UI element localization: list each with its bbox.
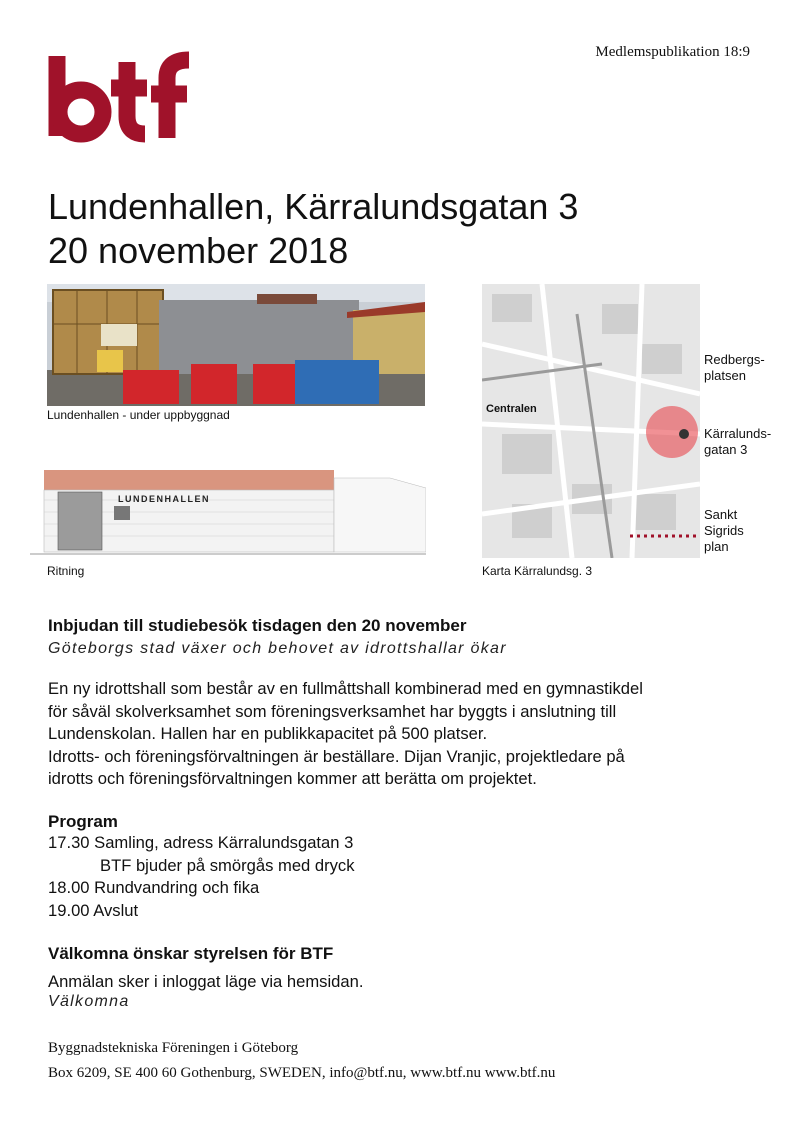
invitation-subheading: Göteborgs stad växer och behovet av idrottshallar ökar	[48, 640, 507, 657]
page-subtitle-date: 20 november 2018	[48, 230, 349, 271]
body-line: En ny idrottshall som består av en fullmåttshall kombinerad med en gymnastikdel	[48, 679, 643, 698]
drawing-caption: Ritning	[47, 564, 85, 578]
invitation-body	[48, 678, 748, 791]
program-item: 19.00 Avslut	[48, 901, 139, 920]
page-title: Lundenhallen, Kärralundsgatan 3	[48, 186, 579, 227]
footer-organization: Byggnadstekniska Föreningen i Göteborg	[48, 1040, 299, 1056]
body-line: idrotts och föreningsförvaltningen kommer att berätta om projektet.	[48, 769, 537, 789]
publication-number: Medlemspublikation 18:9	[595, 44, 750, 60]
program-heading: Program	[48, 812, 118, 831]
registration-note: Anmälan sker i inloggat läge via hemsidan.	[48, 972, 364, 991]
body-line: för såväl skolverksamhet som föreningsverksamhet har byggts i anslutning till	[48, 701, 617, 721]
architectural-drawing	[30, 466, 426, 560]
invitation-heading: Inbjudan till studiebesök tisdagen den 20 november	[48, 616, 467, 635]
footer-address: Box 6209, SE 400 60 Gothenburg, SWEDEN, info@btf.nu, www.btf.nu www.btf.nu	[48, 1065, 556, 1081]
closing-heading: Välkomna önskar styrelsen för BTF	[48, 944, 334, 963]
program-item-detail: BTF bjuder på smörgås med dryck	[100, 856, 355, 875]
map-label-redbergsplatsen: Redbergs- platsen	[704, 352, 765, 383]
building-photo	[47, 284, 425, 406]
map-caption: Karta Kärralundsg. 3	[482, 564, 593, 578]
drawing-sign-text: LUNDENHALLEN	[118, 494, 210, 504]
program-item: 17.30 Samling, adress Kärralundsgatan 3	[48, 833, 354, 852]
map-label-karralundsgatan: Kärralunds- gatan 3	[704, 426, 772, 457]
body-line: Lundenskolan. Hallen har en publikkapacitet på 500 platser.	[48, 724, 488, 744]
map-label-sankt-sigrids-plan: Sankt Sigrids plan	[704, 507, 744, 554]
location-map	[482, 284, 700, 558]
program-item: 18.00 Rundvandring och fika	[48, 878, 260, 897]
welcome-text: Välkomna	[48, 993, 130, 1010]
btf-logo	[47, 44, 193, 144]
photo-caption: Lundenhallen - under uppbyggnad	[47, 408, 230, 422]
body-line: Idrotts- och föreningsförvaltningen är beställare. Dijan Vranjic, projektledare på	[48, 746, 625, 766]
map-label-centralen: Centralen	[486, 403, 537, 415]
